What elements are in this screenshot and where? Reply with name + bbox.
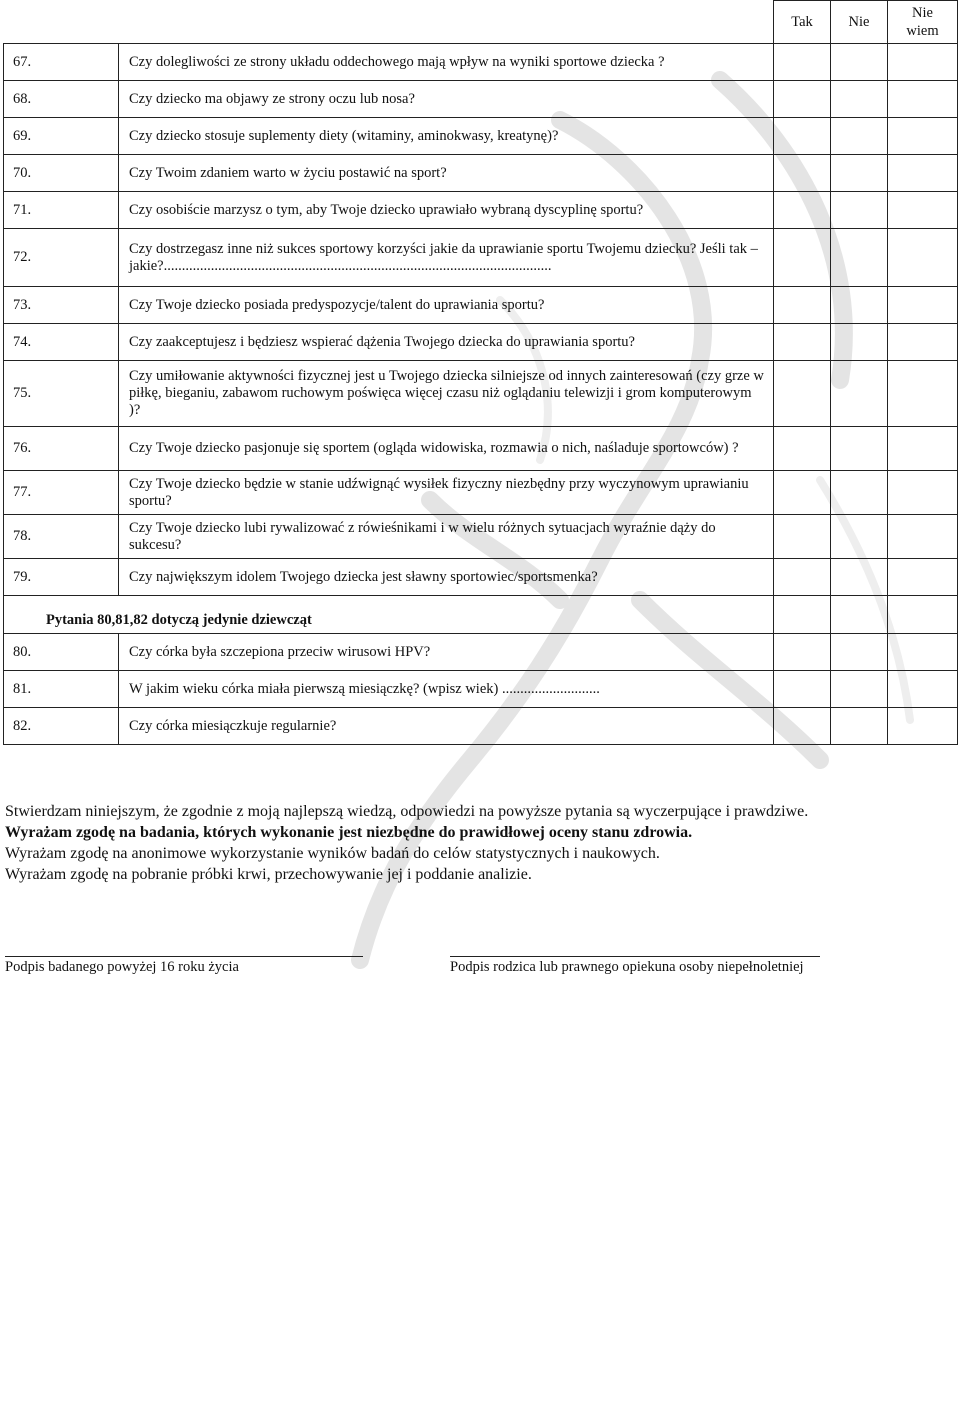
answer-tak[interactable] [774, 192, 831, 229]
question-row [4, 427, 958, 471]
statement-consent-blood: Wyrażam zgodę na pobranie próbki krwi, przechowywanie jej i poddanie analizie. [5, 866, 532, 883]
question-row [4, 634, 958, 671]
answer-nie-wiem[interactable] [888, 708, 958, 745]
answer-tak[interactable] [774, 229, 831, 287]
col-header-tak: Tak [774, 1, 831, 44]
question-text: Czy Twoje dziecko lubi rywalizować z rówieśnikami i w wielu różnych sytuacjach wyraźnie dąży do sukcesu? [119, 515, 774, 559]
question-row [4, 44, 958, 81]
question-text: Czy dziecko stosuje suplementy diety (witaminy, aminokwasy, kreatynę)? [119, 118, 774, 155]
answer-nie-wiem[interactable] [888, 634, 958, 671]
question-row [4, 118, 958, 155]
signature-label-left: Podpis badanego powyżej 16 roku życia [5, 959, 239, 975]
question-text: Czy umiłowanie aktywności fizycznej jest u Twojego dziecka silniejsze od innych zainteresowań (czy grze w piłkę, bieganiu, zabawom ruchowym poświęca więcej czasu niż oglądaniu telewizji i grom komputerowym )? [119, 361, 774, 427]
answer-nie-wiem[interactable] [888, 44, 958, 81]
section-blank [888, 596, 958, 634]
signature-line-right[interactable] [450, 956, 820, 957]
answer-tak[interactable] [774, 471, 831, 515]
answer-nie-wiem[interactable] [888, 287, 958, 324]
question-row [4, 324, 958, 361]
question-row [4, 287, 958, 324]
question-number: 80. [4, 634, 119, 671]
question-number: 82. [4, 708, 119, 745]
header-row [4, 1, 958, 44]
answer-nie[interactable] [831, 427, 888, 471]
section-row [4, 596, 958, 634]
question-number: 79. [4, 559, 119, 596]
answer-nie-wiem[interactable] [888, 671, 958, 708]
answer-tak[interactable] [774, 634, 831, 671]
answer-nie-wiem[interactable] [888, 515, 958, 559]
question-row [4, 671, 958, 708]
section-blank [831, 596, 888, 634]
answer-nie[interactable] [831, 192, 888, 229]
question-number: 77. [4, 471, 119, 515]
answer-tak[interactable] [774, 287, 831, 324]
question-text: Czy Twoje dziecko pasjonuje się sportem (ogląda widowiska, rozmawia o nich, naśladuje sportowców) ? [119, 427, 774, 471]
question-text: Czy Twoim zdaniem warto w życiu postawić na sport? [119, 155, 774, 192]
answer-nie[interactable] [831, 44, 888, 81]
answer-tak[interactable] [774, 515, 831, 559]
question-number: 76. [4, 427, 119, 471]
question-number: 68. [4, 81, 119, 118]
question-number: 73. [4, 287, 119, 324]
header-blank [4, 1, 774, 44]
answer-nie-wiem[interactable] [888, 229, 958, 287]
question-number: 81. [4, 671, 119, 708]
answer-nie-wiem[interactable] [888, 192, 958, 229]
question-row [4, 155, 958, 192]
answer-tak[interactable] [774, 559, 831, 596]
answer-nie[interactable] [831, 361, 888, 427]
answer-tak[interactable] [774, 118, 831, 155]
question-number: 67. [4, 44, 119, 81]
answer-nie[interactable] [831, 515, 888, 559]
answer-nie[interactable] [831, 708, 888, 745]
answer-tak[interactable] [774, 155, 831, 192]
statement-truthfulness: Stwierdzam niniejszym, że zgodnie z moją najlepszą wiedzą, odpowiedzi na powyższe pytania są wyczerpujące i prawdziwe. [5, 803, 809, 820]
question-row [4, 559, 958, 596]
answer-nie[interactable] [831, 81, 888, 118]
question-row [4, 471, 958, 515]
question-text: Czy córka była szczepiona przeciw wirusowi HPV? [119, 634, 774, 671]
question-row [4, 229, 958, 287]
answer-tak[interactable] [774, 44, 831, 81]
section-title: Pytania 80,81,82 dotyczą jedynie dziewcząt [4, 596, 774, 634]
answer-nie[interactable] [831, 324, 888, 361]
signature-label-right: Podpis rodzica lub prawnego opiekuna osoby niepełnoletniej [450, 959, 804, 975]
answer-nie[interactable] [831, 155, 888, 192]
question-text: Czy osobiście marzysz o tym, aby Twoje dziecko uprawiało wybraną dyscyplinę sportu? [119, 192, 774, 229]
question-text: Czy córka miesiączkuje regularnie? [119, 708, 774, 745]
question-text: W jakim wieku córka miała pierwszą miesiączkę? (wpisz wiek) ........................... [119, 671, 774, 708]
questionnaire-table [3, 0, 958, 745]
question-text: Czy Twoje dziecko będzie w stanie udźwignąć wysiłek fizyczny niezbędny przy wyczynowym uprawianiu sportu? [119, 471, 774, 515]
answer-nie[interactable] [831, 287, 888, 324]
statement-consent-exams: Wyrażam zgodę na badania, których wykonanie jest niezbędne do prawidłowej oceny stanu zdrowia. [5, 824, 693, 841]
question-text: Czy Twoje dziecko posiada predyspozycje/talent do uprawiania sportu? [119, 287, 774, 324]
question-row [4, 708, 958, 745]
answer-nie[interactable] [831, 118, 888, 155]
question-number: 69. [4, 118, 119, 155]
question-row [4, 81, 958, 118]
question-number: 71. [4, 192, 119, 229]
question-number: 72. [4, 229, 119, 287]
question-number: 75. [4, 361, 119, 427]
question-row [4, 515, 958, 559]
answer-nie-wiem[interactable] [888, 81, 958, 118]
answer-nie[interactable] [831, 559, 888, 596]
section-blank [774, 596, 831, 634]
answer-nie[interactable] [831, 471, 888, 515]
col-header-nie-wiem: Nie wiem [888, 1, 958, 44]
answer-nie-wiem[interactable] [888, 324, 958, 361]
answer-nie-wiem[interactable] [888, 427, 958, 471]
answer-nie-wiem[interactable] [888, 361, 958, 427]
answer-nie[interactable] [831, 671, 888, 708]
answer-nie-wiem[interactable] [888, 118, 958, 155]
answer-tak[interactable] [774, 427, 831, 471]
question-row [4, 361, 958, 427]
question-number: 70. [4, 155, 119, 192]
signature-line-left[interactable] [5, 956, 363, 957]
question-text: Czy dolegliwości ze strony układu oddechowego mają wpływ na wyniki sportowe dziecka ? [119, 44, 774, 81]
answer-nie-wiem[interactable] [888, 559, 958, 596]
answer-tak[interactable] [774, 324, 831, 361]
answer-nie-wiem[interactable] [888, 155, 958, 192]
question-number: 74. [4, 324, 119, 361]
question-row [4, 192, 958, 229]
statement-consent-anonymous: Wyrażam zgodę na anonimowe wykorzystanie wyników badań do celów statystycznych i naukowych. [5, 845, 660, 862]
question-text: Czy dziecko ma objawy ze strony oczu lub nosa? [119, 81, 774, 118]
question-text: Czy największym idolem Twojego dziecka jest sławny sportowiec/sportsmenka? [119, 559, 774, 596]
question-text: Czy zaakceptujesz i będziesz wspierać dążenia Twojego dziecka do uprawiania sportu? [119, 324, 774, 361]
answer-tak[interactable] [774, 671, 831, 708]
answer-tak[interactable] [774, 361, 831, 427]
answer-tak[interactable] [774, 81, 831, 118]
answer-nie-wiem[interactable] [888, 471, 958, 515]
answer-nie[interactable] [831, 634, 888, 671]
question-text: Czy dostrzegasz inne niż sukces sportowy korzyści jakie da uprawianie sportu Twojemu dziecku? Jeśli tak – jakie?........................................................................................................... [119, 229, 774, 287]
question-number: 78. [4, 515, 119, 559]
answer-nie[interactable] [831, 229, 888, 287]
col-header-nie: Nie [831, 1, 888, 44]
answer-tak[interactable] [774, 708, 831, 745]
